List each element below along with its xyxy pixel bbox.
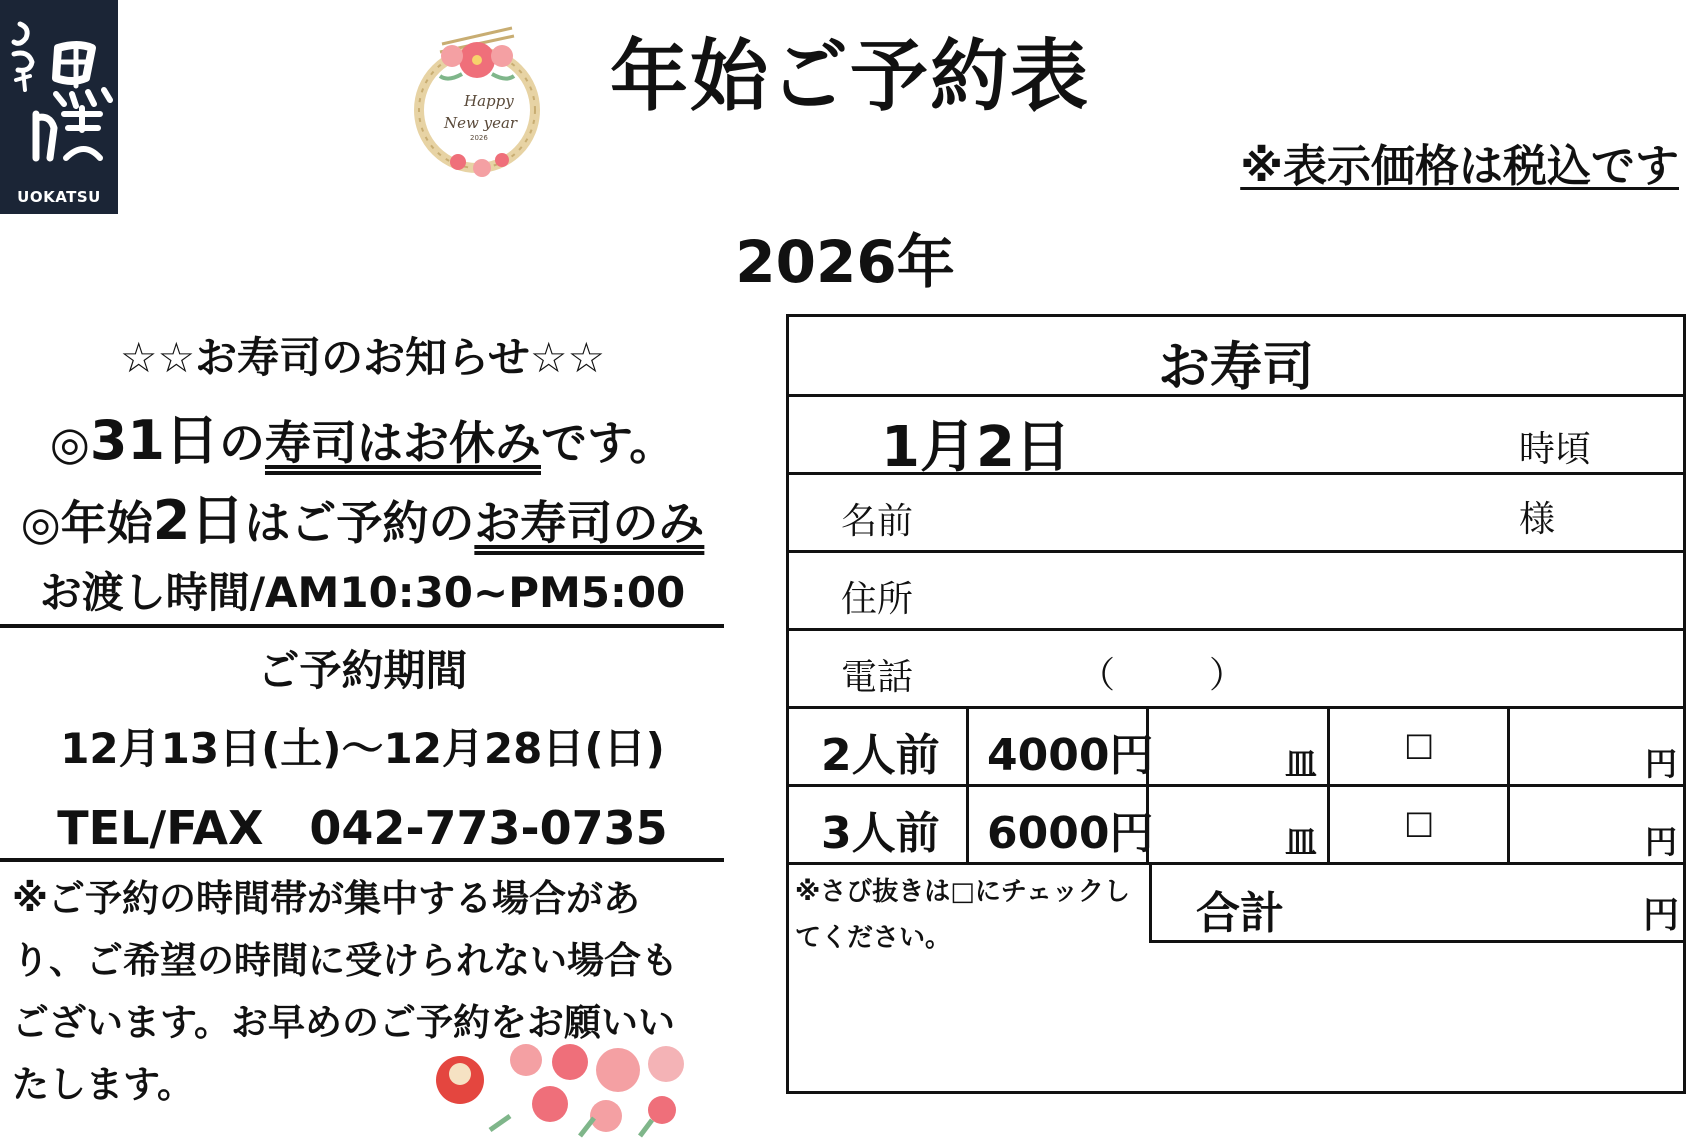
wreath-new-year: New year (444, 114, 518, 132)
sushi-only-text: お寿司のみ (474, 496, 705, 550)
divider (0, 624, 724, 628)
price-cell (969, 787, 1154, 862)
wasabi-checkbox-cell[interactable] (1330, 709, 1510, 784)
item-row-2-servings (789, 709, 1683, 787)
plum-blossom-icon (430, 1040, 700, 1140)
wreath-year: 2026 (470, 134, 488, 142)
year-label: 2026年 (735, 228, 955, 296)
handover-hours: お渡し時間/AM10:30~PM5:00 (39, 568, 686, 617)
sushi-notice-heading: ☆☆お寿司のお知らせ☆☆ (119, 333, 606, 382)
wasabi-note: ※さび抜きは□にチェックしてください。 (795, 877, 1131, 953)
page-title: 年始ご予約表 (609, 32, 1090, 122)
reservation-form (786, 314, 1686, 1094)
closed-day: 31日 (89, 409, 219, 472)
closed-text: 寿司はお休み (264, 416, 541, 470)
date-time-row[interactable] (789, 397, 1683, 480)
time-slot-notice: ※ご予約の時間帯が集中する場合があり、ご希望の時間に受けられない場合もございます。お早めのご予約をお願いいたします。 (12, 877, 678, 1106)
total-yen: 円 (1642, 895, 1679, 936)
item-size: 2人前 (821, 730, 940, 781)
size-cell (789, 787, 969, 862)
reservation-text: はご予約の (244, 496, 475, 550)
address-label: 住所 (841, 579, 914, 620)
wasabi-checkbox[interactable]: □ (1404, 803, 1435, 841)
pickup-date: 1月2日 (881, 415, 1071, 480)
name-label: 名前 (841, 501, 914, 542)
bullet: ◎ (49, 416, 90, 470)
size-cell (789, 709, 969, 784)
form-header-row (789, 317, 1683, 397)
item-size: 3人前 (821, 808, 940, 859)
reservation-period: 12月13日(土)～12月28日(日) (60, 724, 665, 773)
name-row[interactable] (789, 475, 1683, 553)
store-logo (0, 0, 118, 214)
subtotal-yen[interactable]: 円 (1644, 745, 1677, 783)
bullet-new-year: ◎年始 (20, 496, 153, 550)
plate-unit: 皿 (1284, 823, 1317, 861)
reservation-period-title: ご予約期間 (257, 646, 468, 695)
calligraphy-logo-icon (6, 18, 114, 168)
price-cell (969, 709, 1154, 784)
item-price: 4000円 (987, 730, 1154, 781)
address-row[interactable] (789, 553, 1683, 631)
item-price: 6000円 (987, 808, 1154, 859)
name-honorific: 様 (1519, 499, 1556, 540)
quantity-cell[interactable] (1149, 709, 1330, 784)
phone-label: 電話 (841, 657, 914, 698)
wreath-happy: Happy (464, 92, 514, 110)
total-label: 合計 (1196, 888, 1284, 939)
particle: の (218, 416, 265, 470)
open-day: 2日 (152, 489, 245, 552)
closed-day-notice (0, 398, 725, 475)
wasabi-checkbox-cell[interactable] (1330, 787, 1510, 862)
phone-paren-close: ） (1209, 655, 1246, 696)
total-box[interactable] (1149, 865, 1683, 943)
quantity-cell[interactable] (1149, 787, 1330, 862)
time-field-label: 時頃 (1519, 429, 1592, 470)
phone-row[interactable] (789, 631, 1683, 709)
phone-fax: TEL/FAX 042-773-0735 (57, 801, 668, 855)
wasabi-checkbox[interactable]: □ (1404, 725, 1435, 763)
divider (0, 858, 724, 862)
ending: です。 (540, 416, 676, 470)
reservation-only-notice (0, 478, 725, 555)
phone-paren-open: （ (1079, 655, 1116, 696)
tax-included-note: ※表示価格は税込です (1240, 141, 1679, 192)
form-header: お寿司 (1157, 338, 1314, 398)
item-row-3-servings (789, 787, 1683, 865)
plate-unit: 皿 (1284, 745, 1317, 783)
new-year-wreath-icon (402, 22, 552, 182)
subtotal-yen[interactable]: 円 (1644, 823, 1677, 861)
brand-name: UOKATSU (17, 188, 101, 206)
